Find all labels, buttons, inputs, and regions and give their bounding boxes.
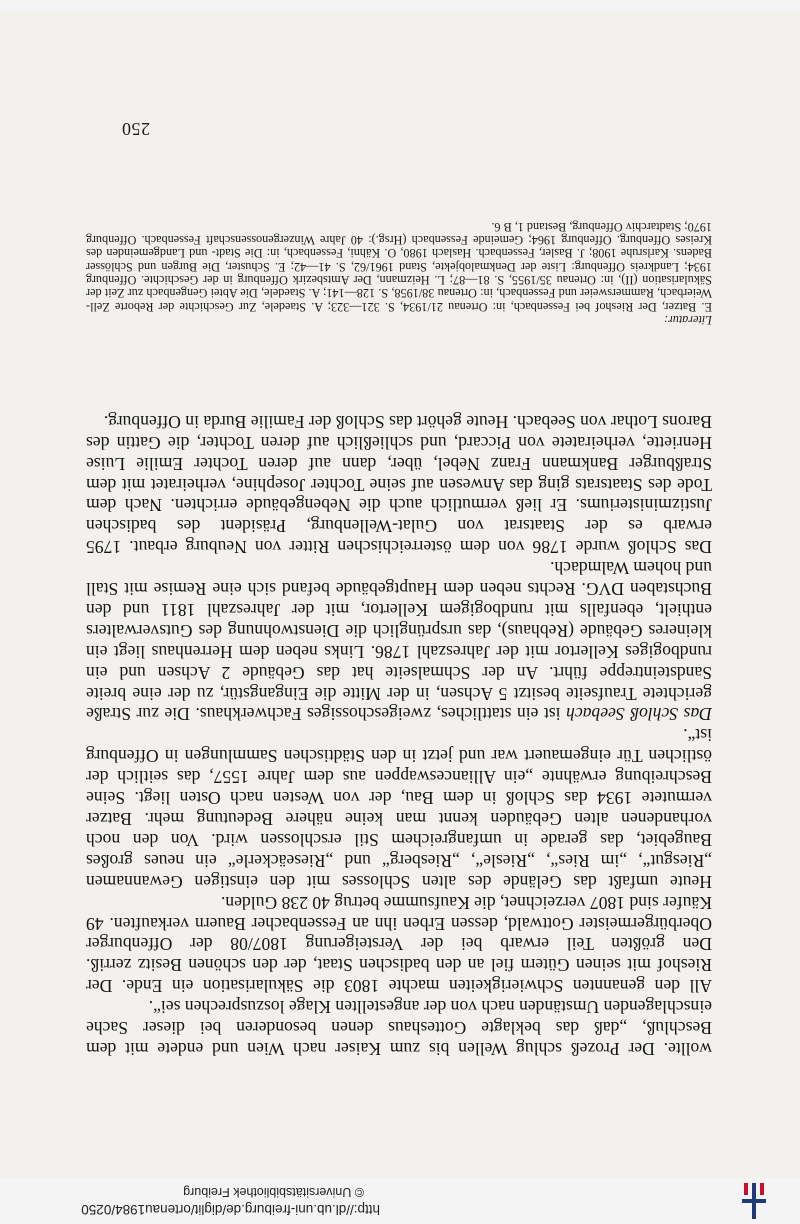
paragraph-4	[86, 557, 712, 724]
literature-label: Literatur:	[663, 313, 712, 327]
paragraph-text: Heute umfaßt das Gelände des alten Schlosses mit den einstigen Gewannamen „Riesgut“, „im Ries“, „Riesle“, „Riesberg“ und „Rieseäckerle“ ein neues großes Baugebiet, das gerade in umfangreichem Stil erschlossen wird. Von den noch vorhandenen alten Gebäuden kennt man keine nähere Bedeutung mehr. Batzer vermutete 1934 das Schloß in dem Bau, der von Westen nach Osten liegt. Seine Beschreibung erwähnte „ein Allianceswappen aus dem Jahre 1557, das seitlich der östlichen Tür eingemauert war und jetzt in den Städtischen Sammlungen in Offenburg ist“.	[86, 725, 712, 892]
paragraph-2	[86, 892, 712, 997]
paragraph-5	[86, 411, 712, 557]
paragraph-text: Das Schloß wurde 1786 von dem österreichischen Ritter von Neuburg erbaut. 1795 erwarb es der Staatsrat von Gulat-Wellenburg, Präsident des badischen Justizministeriums. Er ließ vermutlich auch die Nebengebäude errichten. Nach dem Tode des Staatsrats ging das Anwesen auf seine Tochter Josephine, verheiratet mit dem Straßburger Bankmann Franz Nebel, über, dann auf deren Tochter Emilie Luise Henriette, verheiratete von Piccard, und schließlich auf deren Tochter, die Gattin des Barons Lothar von Seebach. Heute gehört das Schloß der Familie Burda in Offenburg.	[86, 411, 712, 558]
copyright-notice: © Universitätsbibliothek Freiburg	[183, 1185, 364, 1199]
paragraph-3	[86, 725, 712, 892]
ub-freiburg-logo-icon	[736, 1183, 772, 1219]
paragraph-text: All den genannten Schwierigkeiten machte 1803 die Säkularisation ein Ende. Der Rieshof mit seinen Gütern fiel an den badischen Staat, der den schönen Besitz zerriß. Den größten Teil erwarb bei der Versteigerung 1807/08 der Offenburger Oberbürgermeister Gottwald, dessen Erben ihn an Fessenbacher Bauern verkauften. 49 Käufer sind 1807 verzeichnet, die Kaufsumme betrug 40 238 Gulden.	[86, 892, 712, 997]
document-page	[0, 12, 800, 1178]
literature-section	[86, 219, 712, 326]
page-number: 250	[121, 119, 150, 139]
source-url[interactable]: http://dl.ub.uni-freiburg.de/diglit/ortenau1984/0250	[81, 1202, 380, 1217]
literature-text: E. Batzer, Der Rieshof bei Fessenbach, in: Ortenau 21/1934, S. 321—323; A. Staedele, Zur Geschichte der Reborte Zell-Weierbach, Rammersweier und Fessenbach, in: Ortenau 38/1958, S. 128—141; A. Staedele, Die Abtei Gengenbach zur Zeit der Säkularisation (II), in: Ortenau 35/1955, S. 81—87; L. Heizmann, Der Amtsbezirk Offenburg in der Geschichte. Offenburg 1934; Landkreis Offenburg: Liste der Denkmalobjekte, Stand 1961/62, S. 41—42; E. Schuster, Die Burgen und Schlösser Badens. Karlsruhe 1908; J. Basler, Fessenbach. Haslach 1980, O. Kähni, Fessenbach, in: Die Stadt- und Landgemeinden des Kreises Offenburg. Offenburg 1964; Gemeinde Fessenbach (Hrsg.): 40 Jahre Winzergenossenschaft Fessenbach. Offenburg 1970; Stadtarchiv Offenburg, Bestand 1, B 6.	[86, 219, 712, 314]
paragraph-lead: Das Schloß Seebach	[566, 704, 712, 725]
paragraph-text: ist ein stattliches, zweigeschossiges Fachwerkhaus. Die zur Straße gerichtete Traufseite besitzt 5 Achsen, in der Mitte die Eingangstür, zu der eine breite Sandsteintreppe führt. An der Schmalseite hat das Gebäude 2 Achsen und ein rundbogiges Kellertor mit der Jahreszahl 1786. Links neben dem Herrenhaus liegt ein kleineres Gebäude (Rebhaus), das ursprünglich die Dienstwohnung des Gutsverwalters enthielt, ebenfalls mit rundbogigem Kellertor, mit der Jahreszahl 1811 und den Buchstaben DVG. Rechts neben dem Hauptgebäude befand sich eine Remise mit Stall und hohem Walmdach.	[86, 558, 712, 725]
paragraph-text: wollte. Der Prozeß schlug Wellen bis zum Kaiser nach Wien und endete mit dem Beschluß, „daß das beklagte Gotteshaus denen besonderen bei dieser Sache einschlagenden Umständen nach von der angestellten Klage loszusprechen sei“.	[86, 997, 712, 1059]
paragraph-1	[86, 996, 712, 1059]
header-bar	[0, 1177, 800, 1224]
body-text	[86, 411, 712, 1059]
footer-bar	[0, 0, 800, 12]
